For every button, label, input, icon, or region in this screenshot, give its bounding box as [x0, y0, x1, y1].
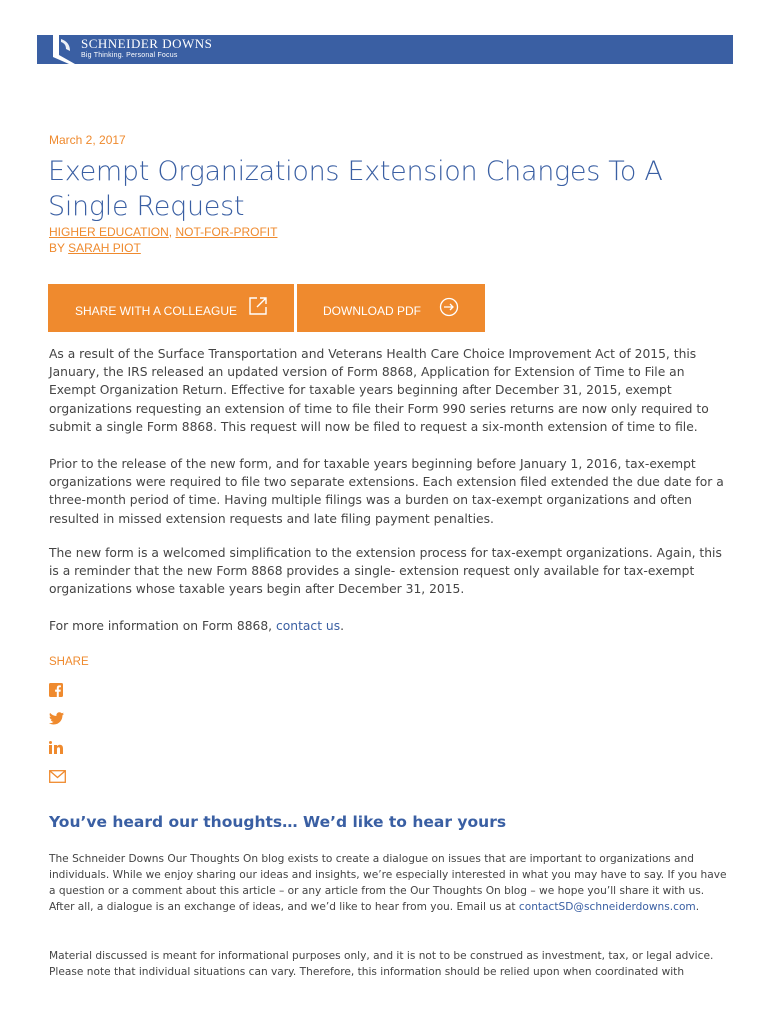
external-share-icon — [248, 296, 268, 316]
facebook-icon[interactable] — [49, 683, 63, 697]
body-paragraph: As a result of the Surface Transportation and Veterans Health Care Choice Improvement Act of 2015, this January, the IRS released an updated version of Form 8868, Application for Extension of Time to File an Exempt Organization Return. Effective for taxable years beginning after December 31, 2015, exempt organizations requesting an extension of time to file their Form 990 series returns are now only required to submit a single Form 8868. This request will now be filed to request a six-month extension of time to file. — [49, 347, 709, 434]
body-paragraph-contact — [49, 617, 729, 635]
linkedin-icon[interactable] — [49, 741, 63, 754]
feedback-text — [49, 851, 729, 915]
email-icon[interactable] — [49, 770, 66, 783]
share-with-colleague-label: SHARE WITH A COLLEAGUE — [75, 304, 238, 318]
feedback-email-suffix: . — [695, 901, 700, 913]
byline-prefix: BY — [49, 241, 69, 255]
body-paragraph: Prior to the release of the new form, and for taxable years beginning before January 1, 2016, tax-exempt organizations were required to file two separate extensions. Each extension filed extended the due date for a three-month period of time. Having multiple filings was a burden on tax-exempt organizations and often resulted in missed extension requests and late filing payment penalties. — [49, 457, 724, 526]
download-pdf-button[interactable] — [297, 284, 485, 332]
schneider-downs-logo-icon[interactable] — [37, 35, 77, 64]
contact-us-link[interactable]: contact us — [276, 619, 341, 633]
body-paragraph: The new form is a welcomed simplification to the extension process for tax-exempt organizations. Again, this is a reminder that the new Form 8868 provides a single- extension request only available for tax-exempt organizations whose taxable years begin after December 31, 2015. — [49, 546, 722, 597]
feedback-body: The Schneider Downs Our Thoughts On blog exists to create a dialogue on issues that are important to organizations and individuals. While we enjoy sharing our ideas and insights, we’re especially interested in what you may have to say. If you have a question or a comment about this article – or any article from the Our Thoughts On blog – we hope you’ll share it with us. After all, a dialogue is an exchange of ideas, and we’d like to hear from you. Email us at — [49, 853, 727, 913]
site-header — [37, 35, 733, 64]
byline — [49, 241, 141, 255]
feedback-heading: You’ve heard our thoughts… We’d like to hear yours — [49, 813, 507, 831]
category-link-not-for-profit[interactable]: NOT-FOR-PROFIT — [175, 225, 278, 239]
share-with-colleague-button[interactable] — [48, 284, 294, 332]
disclaimer-text: Material discussed is meant for informational purposes only, and it is not to be construed as investment, tax, or legal advice. Please note that individual situations can vary. Therefore, this information should be relied upon when coordinated with — [49, 950, 714, 978]
author-link[interactable]: SARAH PIOT — [68, 241, 141, 255]
logo-title: SCHNEIDER DOWNS — [81, 36, 213, 51]
share-label: SHARE — [49, 656, 89, 668]
twitter-icon[interactable] — [49, 712, 64, 725]
post-date: March 2, 2017 — [49, 133, 126, 147]
download-pdf-label: DOWNLOAD PDF — [323, 304, 422, 318]
post-categories — [49, 225, 277, 239]
circle-arrow-right-icon — [439, 297, 459, 317]
contact-prefix: For more information on Form 8868, — [49, 619, 276, 633]
logo-tagline: Big Thinking. Personal Focus — [81, 52, 178, 59]
category-link-higher-education[interactable]: HIGHER EDUCATION — [49, 225, 169, 239]
contact-email-link[interactable]: contactSD@schneiderdowns.com — [518, 901, 696, 913]
category-separator: , — [168, 225, 176, 239]
contact-suffix: . — [340, 619, 345, 633]
post-title: Exempt Organizations Extension Changes To A Single Request — [48, 156, 663, 222]
